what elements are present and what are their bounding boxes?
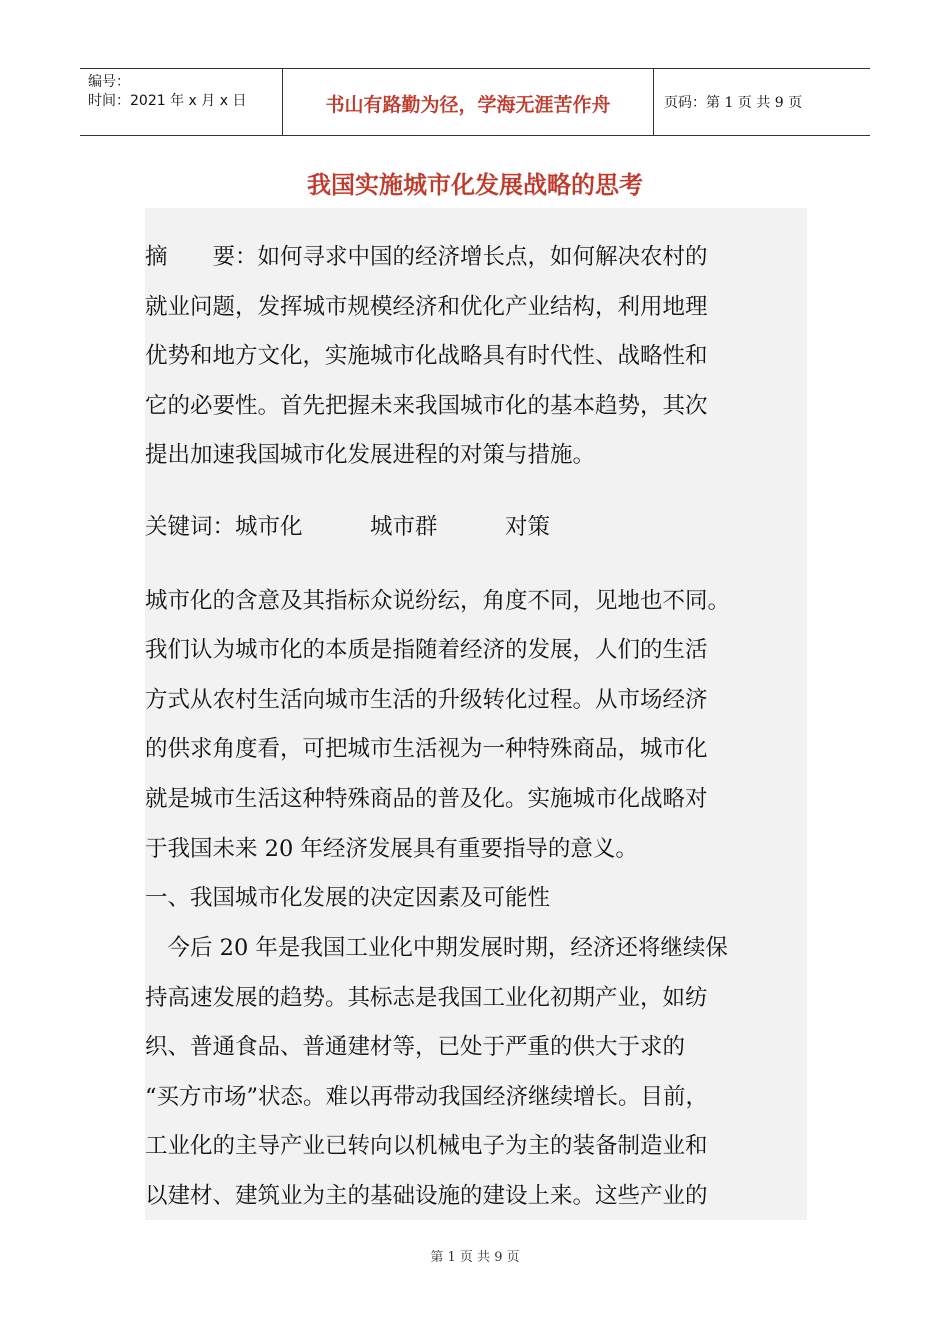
paragraph-line: 以建材、建筑业为主的基础设施的建设上来。这些产业的	[145, 1183, 708, 1209]
paragraph-line: 持高速发展的趋势。其标志是我国工业化初期产业，如纺	[145, 985, 708, 1011]
page-header	[80, 68, 870, 136]
paragraph-line: 的供求角度看，可把城市生活视为一种特殊商品，城市化	[145, 736, 708, 762]
section-heading: 一、我国城市化发展的决定因素及可能性	[145, 885, 551, 911]
number-label: 编号：	[88, 74, 130, 90]
abstract-line: 优势和地方文化，实施城市化战略具有时代性、战略性和	[145, 343, 708, 369]
paragraph-line: 织、普通食品、普通建材等，已处于严重的供大于求的	[145, 1034, 686, 1060]
paragraph-line: 于我国未来 20 年经济发展具有重要指导的意义。	[145, 836, 638, 862]
page-footer: 第 1 页 共 9 页	[430, 1250, 520, 1265]
paragraph-line: “买方市场”状态。难以再带动我国经济继续增长。目前，	[145, 1084, 709, 1110]
header-motto: 书山有路勤为径，学海无涯苦作舟	[282, 69, 654, 135]
header-meta	[80, 69, 282, 135]
abstract-line: 它的必要性。首先把握未来我国城市化的基本趋势，其次	[145, 393, 708, 419]
abstract-line: 就业问题，发挥城市规模经济和优化产业结构，利用地理	[145, 294, 708, 320]
paragraph-line: 工业化的主导产业已转向以机械电子为主的装备制造业和	[145, 1133, 708, 1159]
paragraph-line: 就是城市生活这种特殊商品的普及化。实施城市化战略对	[145, 786, 708, 812]
document-title: 我国实施城市化发展战略的思考	[307, 170, 643, 199]
paragraph-line: 今后 20 年是我国工业化中期发展时期，经济还将继续保	[145, 935, 728, 961]
paragraph-line: 城市化的含意及其指标众说纷纭，角度不同，见地也不同。	[145, 588, 731, 614]
header-page-code: 页码：第 1 页 共 9 页	[664, 95, 803, 111]
abstract-line: 提出加速我国城市化发展进程的对策与措施。	[145, 442, 596, 468]
abstract-line: 摘 要：如何寻求中国的经济增长点，如何解决农村的	[145, 244, 708, 270]
time-label: 时间：2021 年 x 月 x 日	[88, 93, 247, 109]
paragraph-line: 方式从农村生活向城市生活的升级转化过程。从市场经济	[145, 687, 708, 713]
paragraph-line: 我们认为城市化的本质是指随着经济的发展，人们的生活	[145, 637, 708, 663]
keywords-line: 关键词：城市化 城市群 对策	[145, 514, 551, 540]
